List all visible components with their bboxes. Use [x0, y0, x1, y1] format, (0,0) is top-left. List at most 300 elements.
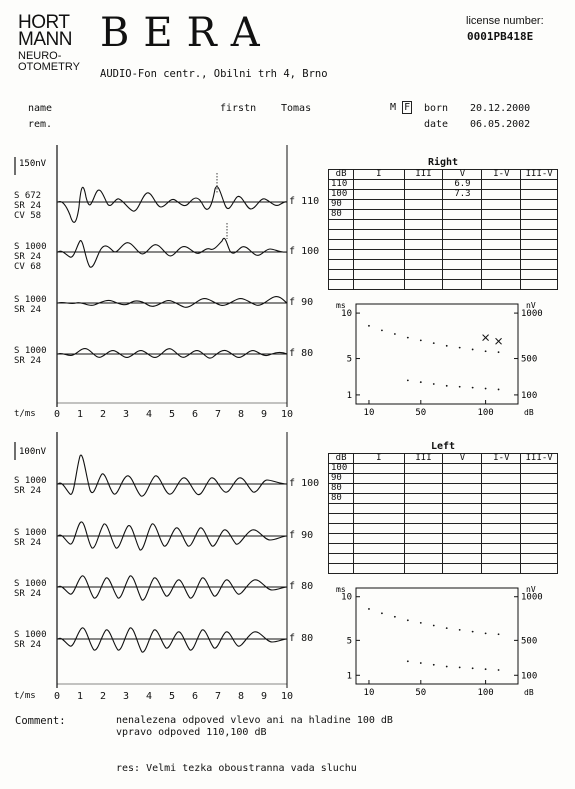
result-text: res: Velmi tezka oboustranna vada sluchu [116, 763, 357, 774]
table-row [329, 210, 558, 220]
table-cell [521, 484, 558, 494]
table-cell: 7.3 [443, 190, 482, 200]
table-cell [482, 250, 521, 260]
table-cell [404, 220, 443, 230]
table-cell [354, 280, 404, 290]
table-header-cell: III [404, 170, 443, 180]
table-cell [404, 260, 443, 270]
table-cell [482, 240, 521, 250]
y-tick-label: 10 [341, 309, 352, 320]
table-row [329, 504, 558, 514]
data-point [420, 339, 422, 341]
table-row [329, 484, 558, 494]
y2-tick-label: 1000 [521, 309, 543, 320]
waveform-right-110 [58, 187, 287, 223]
trace-param: S 1000 [14, 295, 47, 305]
table-cell: 90 [329, 200, 354, 210]
table-cell [354, 504, 404, 514]
table-cell [329, 504, 354, 514]
time-tick-label: 1 [77, 691, 84, 702]
level-label [289, 348, 313, 359]
time-ticks [0, 409, 330, 421]
table-title-left: Left [430, 441, 456, 452]
data-point [420, 622, 422, 624]
trace-params-r2 [14, 242, 47, 272]
table-cell: 80 [329, 210, 354, 220]
table-cell [482, 534, 521, 544]
table-cell [354, 260, 404, 270]
waveform-left-80b [58, 628, 287, 652]
table-header-cell: III-V [521, 170, 558, 180]
table-cell [354, 494, 404, 504]
data-point [394, 333, 396, 335]
table-cell [443, 220, 482, 230]
data-point [472, 349, 474, 351]
y-tick-label: 5 [346, 636, 352, 647]
rem-label: rem. [28, 119, 53, 130]
data-point [459, 347, 461, 349]
trace-param: SR 24 [14, 305, 42, 315]
table-header-cell: I-V [482, 454, 521, 464]
y-tick-label: 5 [346, 354, 352, 365]
data-point-x [496, 338, 502, 344]
table-cell [521, 554, 558, 564]
level-label [289, 297, 313, 308]
plot-frame [356, 304, 518, 404]
time-tick-label: 2 [100, 691, 107, 702]
product-title: BERA [100, 10, 274, 56]
latency-chart-left [328, 582, 558, 700]
table-header-cell: I [354, 170, 404, 180]
table-cell [443, 260, 482, 270]
plot-frame [356, 588, 518, 684]
table-cell [329, 554, 354, 564]
data-point [446, 666, 448, 668]
table-header-cell: dB [329, 454, 354, 464]
time-tick-label: 8 [238, 409, 245, 420]
table-cell [443, 544, 482, 554]
latency-table-left [328, 453, 558, 574]
time-tick-label: 6 [192, 409, 199, 420]
table-cell [482, 280, 521, 290]
born-label: born [424, 103, 449, 114]
table-cell [482, 554, 521, 564]
table-header-cell: I [354, 454, 404, 464]
time-tick-label: 5 [169, 691, 176, 702]
table-cell [482, 200, 521, 210]
time-tick-label: 10 [281, 409, 294, 420]
waveform-right-100 [58, 238, 287, 267]
table-cell [443, 504, 482, 514]
table-cell [329, 544, 354, 554]
trace-param: S 1000 [14, 476, 47, 486]
data-point [407, 660, 409, 662]
table-title-right: Right [427, 157, 459, 168]
table-cell [482, 474, 521, 484]
data-point [485, 668, 487, 670]
data-point [433, 625, 435, 627]
table-cell [443, 200, 482, 210]
table-cell [354, 180, 404, 190]
sex-f-selected: F [404, 102, 411, 113]
data-point [485, 632, 487, 634]
x-tick-label: 10 [363, 408, 375, 418]
table-row [329, 474, 558, 484]
table-cell [443, 280, 482, 290]
data-point [498, 633, 500, 635]
table-cell [404, 524, 443, 534]
level-label [289, 196, 319, 207]
table-cell [521, 210, 558, 220]
table-cell [521, 250, 558, 260]
table-cell [354, 484, 404, 494]
logo-hortmann [18, 14, 72, 48]
data-point [420, 662, 422, 664]
time-tick-label: 3 [123, 409, 130, 420]
table-cell [443, 484, 482, 494]
table-cell [329, 270, 354, 280]
table-cell [404, 504, 443, 514]
table-cell [354, 524, 404, 534]
table-row [329, 240, 558, 250]
y2-axis-label: nV [526, 301, 536, 310]
x-tick-label: 100 [477, 408, 494, 418]
comment-line-1: nenalezena odpoved vlevo ani na hladine 100 dB [116, 715, 393, 726]
level-value: 90 [301, 297, 314, 308]
time-tick-label: 9 [261, 691, 268, 702]
table-cell: 6.9 [443, 180, 482, 190]
table-cell [482, 220, 521, 230]
table-header-cell: I-V [482, 170, 521, 180]
table-cell [329, 230, 354, 240]
f-mark: f [289, 581, 296, 592]
table-cell [404, 464, 443, 474]
table-cell [521, 270, 558, 280]
trace-params-r1 [14, 191, 41, 221]
trace-param: SR 24 [14, 201, 42, 211]
table-cell [404, 534, 443, 544]
trace-params-l4 [14, 630, 47, 650]
time-tick-label: 1 [77, 409, 84, 420]
time-axis-label: t/ms [14, 409, 36, 419]
date-value: 06.05.2002 [470, 119, 531, 130]
table-cell [443, 474, 482, 484]
license-label: license number: [466, 15, 544, 27]
data-point [407, 379, 409, 381]
table-cell [354, 240, 404, 250]
trace-param: SR 24 [14, 640, 42, 650]
name-label: name [28, 103, 53, 114]
table-cell [443, 524, 482, 534]
table-row [329, 280, 558, 290]
time-axis-label: t/ms [14, 691, 36, 701]
table-cell [443, 464, 482, 474]
time-tick-label: 7 [215, 409, 222, 420]
data-point [407, 337, 409, 339]
table-cell [443, 230, 482, 240]
y2-tick-label: 1000 [521, 592, 543, 603]
table-row [329, 494, 558, 504]
firstname-label: firstn [220, 103, 257, 114]
table-cell [521, 200, 558, 210]
table-cell [482, 504, 521, 514]
table-cell [521, 230, 558, 240]
data-point [498, 389, 500, 391]
level-value: 90 [301, 530, 314, 541]
data-point [498, 669, 500, 671]
time-tick-label: 6 [192, 691, 199, 702]
table-cell [482, 524, 521, 534]
date-label: date [424, 119, 449, 130]
table-cell [521, 534, 558, 544]
time-tick-label: 9 [261, 409, 268, 420]
table-row [329, 260, 558, 270]
table-cell [404, 280, 443, 290]
data-point [394, 616, 396, 618]
trace-params-r3 [14, 295, 47, 315]
data-point [381, 612, 383, 614]
table-cell [521, 220, 558, 230]
table-cell [329, 260, 354, 270]
level-value: 80 [301, 348, 314, 359]
table-header-cell: III-V [521, 454, 558, 464]
logo-subtitle [18, 51, 80, 73]
table-cell [521, 494, 558, 504]
f-mark: f [289, 633, 296, 644]
table-cell [443, 534, 482, 544]
time-tick-label: 8 [238, 691, 245, 702]
level-label [289, 246, 319, 257]
data-point [485, 350, 487, 352]
table-cell [482, 464, 521, 474]
logo-line-1: HORT [18, 12, 70, 33]
level-label [289, 633, 313, 644]
table-cell [329, 280, 354, 290]
table-cell [404, 250, 443, 260]
table-cell [521, 544, 558, 554]
table-row [329, 180, 558, 190]
trace-param: S 1000 [14, 630, 47, 640]
level-label [289, 478, 319, 489]
data-point [498, 351, 500, 353]
time-tick-label: 0 [54, 409, 61, 420]
y-tick-label: 1 [346, 671, 352, 682]
waveform-right-90 [58, 297, 287, 308]
table-row [329, 220, 558, 230]
table-cell [404, 494, 443, 504]
table-cell [404, 564, 443, 574]
table-cell [404, 210, 443, 220]
time-tick-label: 0 [54, 691, 61, 702]
table-cell [404, 270, 443, 280]
trace-param: S 1000 [14, 242, 47, 252]
x-axis-label: dB [524, 688, 534, 697]
table-cell [404, 200, 443, 210]
table-cell [521, 464, 558, 474]
trace-params-l1 [14, 476, 47, 496]
y2-tick-label: 100 [521, 390, 538, 401]
trace-param: S 1000 [14, 579, 47, 589]
table-header-row [329, 170, 558, 180]
data-point [433, 342, 435, 344]
table-cell [482, 190, 521, 200]
trace-param: SR 24 [14, 252, 42, 262]
comment-line-2: vpravo odpoved 110,100 dB [116, 727, 267, 738]
y2-axis-label: nV [526, 585, 536, 594]
table-row [329, 250, 558, 260]
table-cell [443, 240, 482, 250]
latency-table-right [328, 169, 558, 290]
table-cell [354, 270, 404, 280]
data-point [472, 667, 474, 669]
table-cell [329, 564, 354, 574]
data-point [446, 345, 448, 347]
data-point [459, 629, 461, 631]
level-value: 110 [301, 196, 320, 207]
x-axis-label: dB [524, 408, 534, 417]
time-tick-label: 3 [123, 691, 130, 702]
table-cell [482, 230, 521, 240]
y2-tick-label: 100 [521, 671, 538, 682]
table-cell [354, 474, 404, 484]
logo-line-2: MANN [18, 29, 72, 50]
f-mark: f [289, 246, 296, 257]
table-cell [521, 280, 558, 290]
table-cell [354, 534, 404, 544]
x-tick-label: 50 [415, 408, 427, 418]
table-cell [354, 564, 404, 574]
table-cell [354, 220, 404, 230]
table-row [329, 270, 558, 280]
data-point [446, 627, 448, 629]
level-value: 80 [301, 581, 314, 592]
table-cell [404, 240, 443, 250]
trace-param: SR 24 [14, 589, 42, 599]
table-row [329, 534, 558, 544]
latency-chart-right [328, 298, 558, 420]
right-waveforms [0, 145, 330, 423]
table-cell [354, 250, 404, 260]
table-cell [404, 230, 443, 240]
table-cell [482, 484, 521, 494]
table-cell [443, 210, 482, 220]
table-row [329, 564, 558, 574]
time-tick-label: 5 [169, 409, 176, 420]
data-point [472, 387, 474, 389]
trace-param: SR 24 [14, 486, 42, 496]
data-point [368, 608, 370, 610]
trace-param: CV 58 [14, 211, 42, 221]
table-cell: 110 [329, 180, 354, 190]
left-waveforms [0, 432, 330, 704]
table-cell [354, 514, 404, 524]
logo-sub-line-2: OTOMETRY [18, 61, 80, 73]
table-cell [521, 504, 558, 514]
table-cell [354, 200, 404, 210]
table-cell [354, 544, 404, 554]
table-cell [404, 474, 443, 484]
time-tick-label: 2 [100, 409, 107, 420]
table-cell [482, 270, 521, 280]
trace-param: S 672 [14, 191, 42, 201]
data-point [368, 325, 370, 327]
table-cell [482, 494, 521, 504]
table-cell: 80 [329, 494, 354, 504]
table-cell [404, 544, 443, 554]
trace-param: S 1000 [14, 346, 47, 356]
trace-param: SR 24 [14, 356, 42, 366]
trace-params-l3 [14, 579, 47, 599]
table-row [329, 544, 558, 554]
comment-label: Comment: [15, 715, 66, 727]
time-tick-label: 7 [215, 691, 222, 702]
clinic-address: AUDIO-Fon centr., Obilni trh 4, Brno [100, 68, 328, 80]
table-cell: 80 [329, 484, 354, 494]
firstname-value: Tomas [281, 103, 312, 114]
table-cell [329, 250, 354, 260]
table-cell [329, 220, 354, 230]
table-row [329, 524, 558, 534]
y2-tick-label: 500 [521, 636, 538, 647]
table-cell [521, 240, 558, 250]
level-value: 100 [301, 478, 320, 489]
table-cell [521, 524, 558, 534]
table-cell [354, 230, 404, 240]
table-header-cell: V [443, 454, 482, 464]
x-tick-label: 10 [363, 688, 375, 698]
trace-params-r4 [14, 346, 47, 366]
level-label [289, 530, 313, 541]
license-number: 0001PB418E [467, 30, 534, 43]
time-tick-label: 4 [146, 691, 153, 702]
y-axis-label: ms [336, 301, 346, 310]
x-tick-label: 100 [477, 688, 494, 698]
data-point [459, 386, 461, 388]
table-cell [404, 190, 443, 200]
table-cell [521, 514, 558, 524]
level-label [289, 581, 313, 592]
table-header-cell: V [443, 170, 482, 180]
trace-param: CV 68 [14, 262, 42, 272]
table-cell [354, 190, 404, 200]
table-row [329, 200, 558, 210]
table-cell [521, 190, 558, 200]
table-cell [482, 544, 521, 554]
level-value: 100 [301, 246, 320, 257]
table-cell [329, 240, 354, 250]
table-cell [521, 564, 558, 574]
table-cell [404, 180, 443, 190]
table-row [329, 514, 558, 524]
sex-m: M [390, 102, 397, 113]
table-cell [404, 554, 443, 564]
table-cell [354, 554, 404, 564]
y-tick-label: 10 [341, 592, 352, 603]
table-cell: 90 [329, 474, 354, 484]
table-cell [482, 210, 521, 220]
f-mark: f [289, 196, 296, 207]
table-cell [354, 464, 404, 474]
y-axis-label: ms [336, 585, 346, 594]
table-row [329, 554, 558, 564]
waveform-left-80a [58, 576, 287, 600]
table-header-cell: dB [329, 170, 354, 180]
table-cell [354, 210, 404, 220]
data-point [472, 631, 474, 633]
data-point [433, 383, 435, 385]
time-tick-label: 10 [281, 691, 294, 702]
data-point [381, 329, 383, 331]
